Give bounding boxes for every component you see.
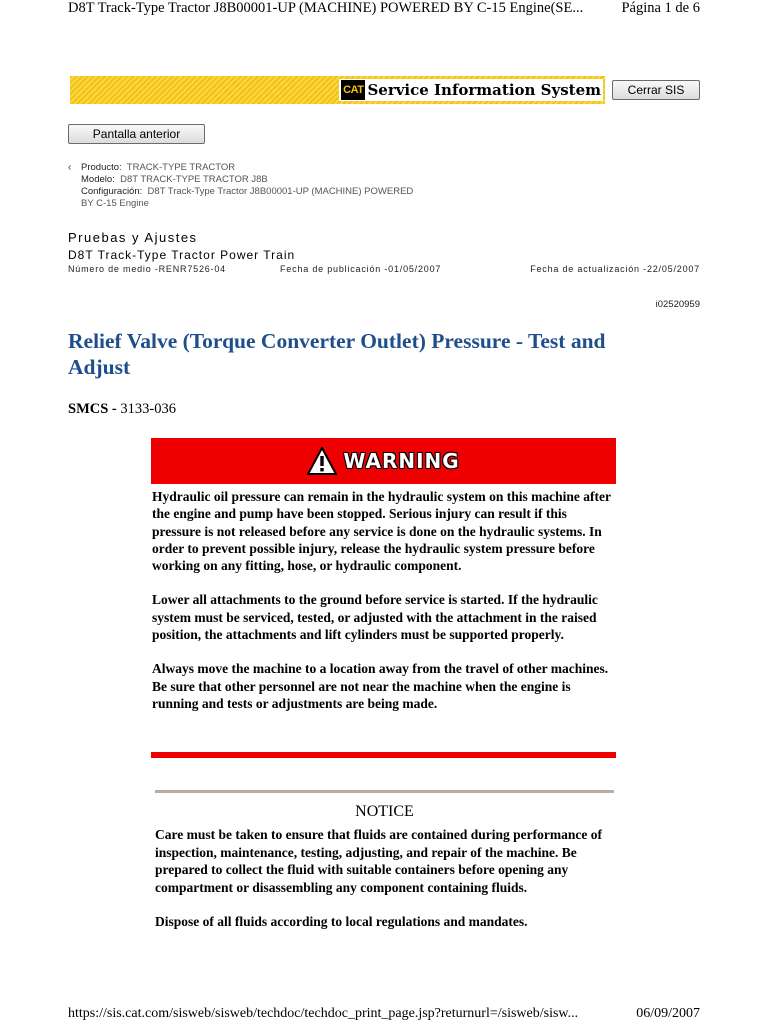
warning-paragraph: Hydraulic oil pressure can remain in the hydraulic system on this machine after the engine and pump have been stopped. Serious injury can result if this pressure is not released before any service is done on the hydraulic systems. In order to prevent possible injury, release the hydraulic system pressure before working on any fitting, hose, or hydraulic component. xyxy=(152,489,611,574)
smcs-label: SMCS - xyxy=(68,401,117,417)
title-line-1: Relief Valve (Torque Converter Outlet) Pressure - Test and xyxy=(68,329,606,353)
publication-date: Fecha de publicación -01/05/2007 xyxy=(280,264,442,274)
sis-header-bar xyxy=(70,76,605,104)
notice-paragraph: Dispose of all fluids according to local regulations and mandates. xyxy=(155,914,528,929)
warning-bottom-bar xyxy=(151,752,616,758)
section-title: Pruebas y Ajustes xyxy=(68,230,198,245)
product-value: TRACK-TYPE TRACTOR xyxy=(126,162,236,173)
config-label: Configuración: xyxy=(81,186,143,197)
breadcrumb-model xyxy=(81,174,458,186)
warning-triangle-icon xyxy=(307,447,337,475)
document-id: i02520959 xyxy=(655,299,700,310)
warning-paragraph: Always move the machine to a location away from the travel of other machines. Be sure that other personnel are not near the machine when the engine is running and tests or adjustments are being made. xyxy=(152,661,609,711)
page-title xyxy=(68,328,678,380)
smcs-value: 3133-036 xyxy=(120,401,176,417)
media-number: Número de medio -RENR7526-04 xyxy=(68,264,226,274)
smcs-code xyxy=(68,401,176,418)
breadcrumb-config xyxy=(81,186,458,198)
update-date: Fecha de actualización -22/05/2007 xyxy=(530,264,700,274)
config-value: D8T Track-Type Tractor J8B00001-UP (MACHINE) POWERED xyxy=(147,186,414,197)
notice-paragraph: Care must be taken to ensure that fluids are contained during performance of inspection, maintenance, testing, adjusting, and repair of the machine. Be prepared to collect the fluid with suitable containers before opening any compartment or disassembling any component containing fluids. xyxy=(155,827,602,895)
footer-url: https://sis.cat.com/sisweb/sisweb/techdoc/techdoc_print_page.jsp?returnurl=/sisweb/sisw... xyxy=(68,1006,579,1021)
warning-label: WARNING xyxy=(343,449,460,473)
notice-divider xyxy=(155,790,614,793)
chevron-left-icon[interactable]: ‹ xyxy=(68,162,72,173)
print-header xyxy=(68,0,700,18)
sis-title-block xyxy=(339,79,603,101)
close-sis-button[interactable]: Cerrar SIS xyxy=(612,80,700,100)
warning-banner xyxy=(151,438,616,484)
model-label: Modelo: xyxy=(81,174,115,185)
config-value-continued: BY C-15 Engine xyxy=(81,198,149,209)
model-value: D8T TRACK-TYPE TRACTOR J8B xyxy=(120,174,268,185)
footer-date: 06/09/2007 xyxy=(636,1006,700,1021)
breadcrumb xyxy=(68,162,458,210)
notice-title: NOTICE xyxy=(355,803,414,820)
notice-text xyxy=(155,826,615,948)
previous-screen-button[interactable]: Pantalla anterior xyxy=(68,124,205,144)
warning-text xyxy=(152,488,616,729)
print-footer xyxy=(68,1006,700,1024)
warning-paragraph: Lower all attachments to the ground before service is started. If the hydraulic system must be serviced, tested, or adjusted with the attachment in the raised position, the attachments and lift cylinders must be supported properly. xyxy=(152,592,598,643)
breadcrumb-product xyxy=(81,162,458,174)
page-number: Página 1 de 6 xyxy=(621,0,700,16)
section-subtitle: D8T Track-Type Tractor Power Train xyxy=(68,248,296,262)
publication-info xyxy=(68,264,700,276)
cat-logo: CAT xyxy=(341,80,365,100)
sis-title: Service Information System xyxy=(367,81,601,99)
title-line-2: Adjust xyxy=(68,355,131,379)
print-header-title: D8T Track-Type Tractor J8B00001-UP (MACHINE) POWERED BY C-15 Engine(SE... xyxy=(68,0,584,16)
product-label: Producto: xyxy=(81,162,122,173)
